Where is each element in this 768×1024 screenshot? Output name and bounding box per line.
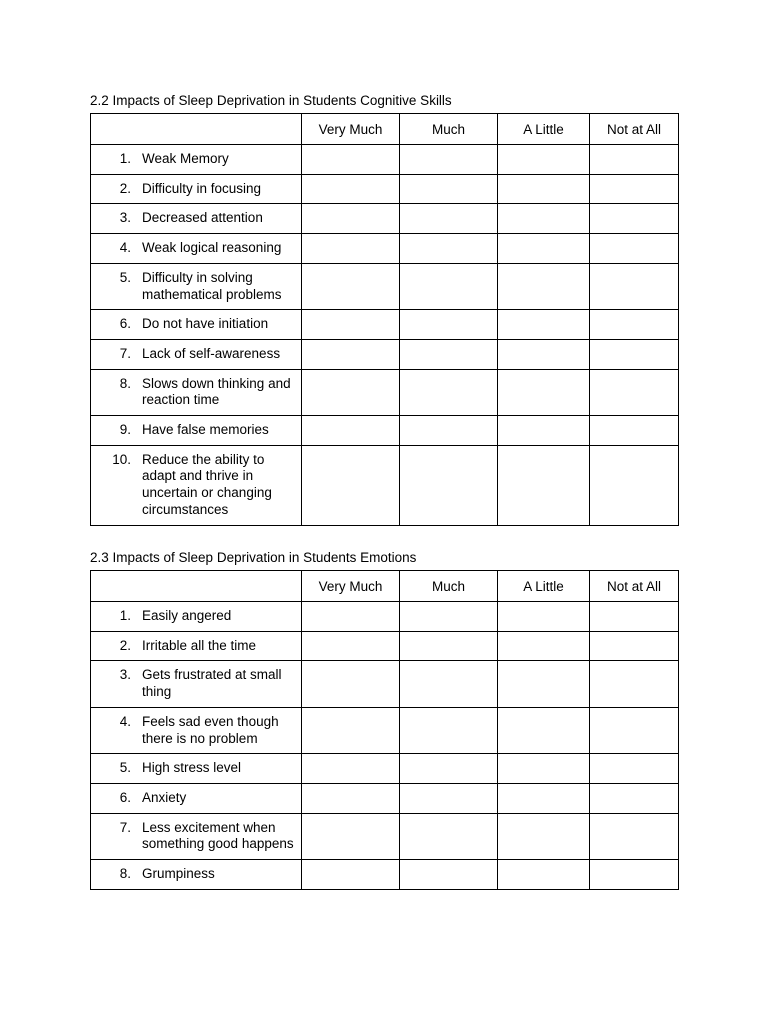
item-number: 6. [119,789,131,805]
a-little-cell[interactable] [498,416,590,446]
item-cell [91,310,302,340]
item-cell [91,445,302,525]
item-cell [91,263,302,309]
much-cell[interactable] [400,661,498,707]
cognitive-skills-section [90,93,678,526]
a-little-cell[interactable] [498,860,590,890]
not-at-all-cell[interactable] [590,263,679,309]
not-at-all-cell[interactable] [590,339,679,369]
item-text: Less excitement when something good happens [142,819,294,852]
very-much-cell[interactable] [302,234,400,264]
much-cell[interactable] [400,263,498,309]
not-at-all-cell[interactable] [590,631,679,661]
much-cell[interactable] [400,369,498,415]
item-number: 8. [119,866,131,882]
table-row [91,445,679,525]
very-much-cell[interactable] [302,602,400,632]
much-cell[interactable] [400,174,498,204]
item-cell [91,754,302,784]
not-at-all-cell[interactable] [590,174,679,204]
table-row [91,145,679,175]
table-row [91,310,679,340]
emotions-section [90,550,678,890]
header-row [91,571,679,602]
item-cell [91,661,302,707]
very-much-cell[interactable] [302,369,400,415]
header-item [91,114,302,145]
table-body [91,145,679,526]
a-little-cell[interactable] [498,204,590,234]
much-cell[interactable] [400,416,498,446]
not-at-all-cell[interactable] [590,783,679,813]
item-cell [91,602,302,632]
table-row [91,707,679,753]
item-cell [91,707,302,753]
table-row [91,204,679,234]
item-text: Difficulty in focusing [142,180,262,196]
item-number: 2. [119,180,131,196]
table-row [91,813,679,859]
table-row [91,174,679,204]
much-cell[interactable] [400,631,498,661]
a-little-cell[interactable] [498,339,590,369]
very-much-cell[interactable] [302,860,400,890]
very-much-cell[interactable] [302,145,400,175]
item-text: Decreased attention [142,210,263,226]
table-row [91,754,679,784]
very-much-cell[interactable] [302,416,400,446]
item-text: Gets frustrated at small thing [142,667,282,700]
much-cell[interactable] [400,204,498,234]
much-cell[interactable] [400,234,498,264]
a-little-cell[interactable] [498,369,590,415]
very-much-cell[interactable] [302,813,400,859]
not-at-all-cell[interactable] [590,416,679,446]
table-row [91,631,679,661]
very-much-cell[interactable] [302,445,400,525]
very-much-cell[interactable] [302,631,400,661]
much-cell[interactable] [400,602,498,632]
item-cell [91,145,302,175]
a-little-cell[interactable] [498,661,590,707]
much-cell[interactable] [400,310,498,340]
a-little-cell[interactable] [498,263,590,309]
item-text: High stress level [142,760,242,776]
item-number: 7. [119,345,131,361]
table-row [91,783,679,813]
a-little-cell[interactable] [498,707,590,753]
cognitive-skills-table [90,113,679,526]
not-at-all-cell[interactable] [590,445,679,525]
item-text: Feels sad even though there is no problem [142,713,279,746]
item-number: 5. [119,760,131,776]
header-a-little: A Little [498,571,590,602]
not-at-all-cell[interactable] [590,813,679,859]
item-text: Easily angered [142,608,232,623]
table-row [91,416,679,446]
table-row [91,263,679,309]
item-cell [91,174,302,204]
very-much-cell[interactable] [302,204,400,234]
very-much-cell[interactable] [302,174,400,204]
header-very-much: Very Much [302,571,400,602]
much-cell[interactable] [400,783,498,813]
not-at-all-cell[interactable] [590,234,679,264]
not-at-all-cell[interactable] [590,661,679,707]
header-not-at-all: Not at All [590,571,679,602]
a-little-cell[interactable] [498,445,590,525]
item-text: Have false memories [142,422,269,438]
item-cell [91,339,302,369]
item-text: Slows down thinking and reaction time [142,375,291,408]
header-much: Much [400,114,498,145]
header-item [91,571,302,602]
a-little-cell[interactable] [498,234,590,264]
much-cell[interactable] [400,445,498,525]
item-cell [91,631,302,661]
item-cell [91,860,302,890]
very-much-cell[interactable] [302,310,400,340]
not-at-all-cell[interactable] [590,310,679,340]
a-little-cell[interactable] [498,602,590,632]
header-not-at-all: Not at All [590,114,679,145]
very-much-cell[interactable] [302,783,400,813]
section-title: 2.3 Impacts of Sleep Deprivation in Students Emotions [90,550,417,565]
item-text: Grumpiness [142,866,215,882]
item-cell [91,813,302,859]
item-text: Anxiety [142,789,187,805]
header-very-much: Very Much [302,114,400,145]
item-text: Weak Memory [142,151,229,166]
much-cell[interactable] [400,813,498,859]
item-text: Lack of self-awareness [142,345,281,361]
header-a-little: A Little [498,114,590,145]
item-text: Irritable all the time [142,637,257,653]
item-number: 6. [119,316,131,332]
much-cell[interactable] [400,339,498,369]
table-row [91,369,679,415]
header-row [91,114,679,145]
much-cell[interactable] [400,754,498,784]
item-number: 4. [119,713,131,729]
a-little-cell[interactable] [498,813,590,859]
a-little-cell[interactable] [498,310,590,340]
a-little-cell[interactable] [498,754,590,784]
much-cell[interactable] [400,145,498,175]
header-much: Much [400,571,498,602]
item-number: 1. [119,608,131,623]
item-cell [91,783,302,813]
item-number: 3. [119,210,131,226]
item-number: 10. [112,451,131,467]
item-number: 4. [119,240,131,256]
not-at-all-cell[interactable] [590,754,679,784]
item-number: 3. [119,667,131,683]
item-text: Weak logical reasoning [142,240,282,256]
very-much-cell[interactable] [302,707,400,753]
not-at-all-cell[interactable] [590,860,679,890]
much-cell[interactable] [400,707,498,753]
item-text: Difficulty in solving mathematical problems [142,269,282,302]
table-row [91,661,679,707]
not-at-all-cell[interactable] [590,707,679,753]
a-little-cell[interactable] [498,631,590,661]
item-number: 1. [119,151,131,166]
item-cell [91,416,302,446]
table-row [91,602,679,632]
not-at-all-cell[interactable] [590,145,679,175]
item-cell [91,369,302,415]
a-little-cell[interactable] [498,174,590,204]
a-little-cell[interactable] [498,783,590,813]
table-row [91,234,679,264]
table-row [91,339,679,369]
item-number: 5. [119,269,131,285]
very-much-cell[interactable] [302,339,400,369]
a-little-cell[interactable] [498,145,590,175]
very-much-cell[interactable] [302,263,400,309]
table-body [91,602,679,890]
item-text: Reduce the ability to adapt and thrive in uncertain or changing circumstances [142,451,272,517]
section-title: 2.2 Impacts of Sleep Deprivation in Students Cognitive Skills [90,93,452,108]
much-cell[interactable] [400,860,498,890]
item-cell [91,204,302,234]
item-number: 8. [119,375,131,391]
table-row [91,860,679,890]
very-much-cell[interactable] [302,754,400,784]
not-at-all-cell[interactable] [590,369,679,415]
item-number: 9. [119,422,131,438]
emotions-table [90,570,679,890]
item-text: Do not have initiation [142,316,269,332]
item-number: 7. [119,819,131,835]
not-at-all-cell[interactable] [590,204,679,234]
item-cell [91,234,302,264]
not-at-all-cell[interactable] [590,602,679,632]
item-number: 2. [119,637,131,653]
very-much-cell[interactable] [302,661,400,707]
